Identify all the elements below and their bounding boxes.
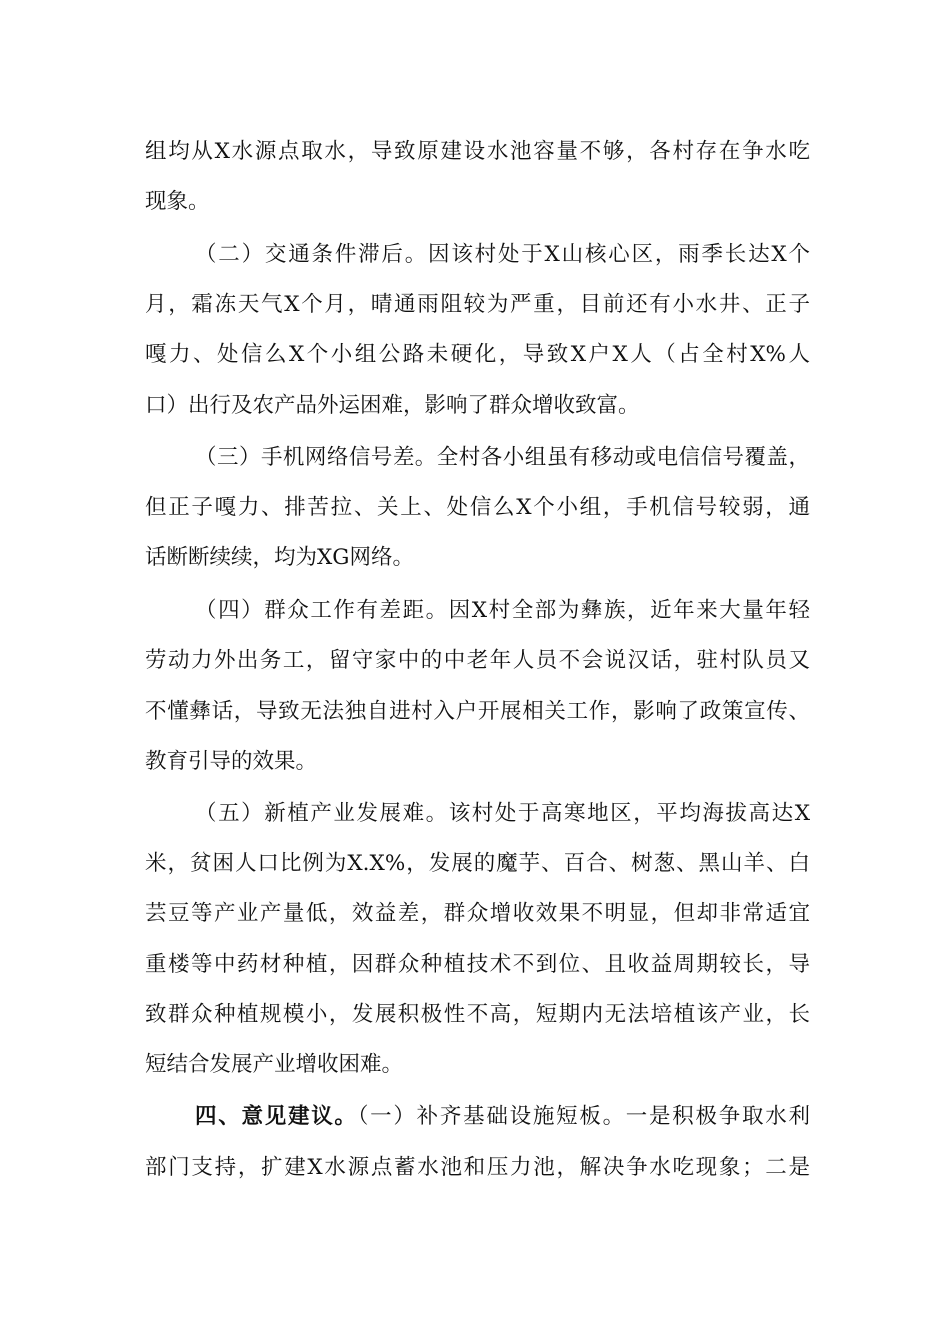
paragraph-line-6: 口）出行及农产品外运困难，影响了群众增收致富。 [145, 393, 640, 418]
paragraph-line-16: 芸豆等产业产量低，效益差，群众增收效果不明显，但却非常适宜 [145, 901, 810, 926]
paragraph-line-13: 教育引导的效果。 [145, 749, 318, 774]
paragraph-line-19: 短结合发展产业增收困难。 [145, 1052, 404, 1077]
paragraph-line-12: 不懂彝话，导致无法独自进村入户开展相关工作，影响了政策宣传、 [145, 699, 810, 724]
paragraph-line-5: 嘎力、处信么X个小组公路未硬化，导致X户X人（占全村X%人 [145, 342, 810, 367]
section-heading: 四、意见建议。 [195, 1104, 358, 1129]
section-heading-rest: （一）补齐基础设施短板。一是积极争取水利 [357, 1104, 810, 1129]
section-heading-line [195, 1102, 810, 1132]
paragraph-line-14: （五）新植产业发展难。该村处于高寒地区，平均海拔高达X [195, 801, 810, 826]
paragraph-line-2: 现象。 [145, 189, 210, 214]
paragraph-line-7: （三）手机网络信号差。全村各小组虽有移动或电信信号覆盖， [195, 445, 810, 470]
paragraph-line-18: 致群众种植规模小，发展积极性不高，短期内无法培植该产业，长 [145, 1002, 810, 1027]
paragraph-line-3: （二）交通条件滞后。因该村处于X山核心区，雨季长达X个 [195, 242, 810, 267]
paragraph-line-15: 米，贫困人口比例为X.X%，发展的魔芋、百合、树葱、黑山羊、白 [145, 851, 810, 876]
paragraph-line-17: 重楼等中药材种植，因群众种植技术不到位、且收益周期较长，导 [145, 952, 810, 977]
paragraph-line-20: 部门支持，扩建X水源点蓄水池和压力池，解决争水吃现象；二是 [145, 1155, 810, 1180]
paragraph-line-10: （四）群众工作有差距。因X村全部为彝族，近年来大量年轻 [195, 598, 810, 623]
paragraph-line-11: 劳动力外出务工，留守家中的中老年人员不会说汉话，驻村队员又 [145, 648, 810, 673]
paragraph-line-9: 话断断续续，均为XG网络。 [145, 545, 414, 570]
paragraph-line-1: 组均从X水源点取水，导致原建设水池容量不够，各村存在争水吃 [145, 139, 810, 164]
paragraph-line-4: 月，霜冻天气X个月，晴通雨阻较为严重，目前还有小水井、正子 [145, 292, 810, 317]
paragraph-line-8: 但正子嘎力、排苦拉、关上、处信么X个小组，手机信号较弱，通 [145, 495, 810, 520]
